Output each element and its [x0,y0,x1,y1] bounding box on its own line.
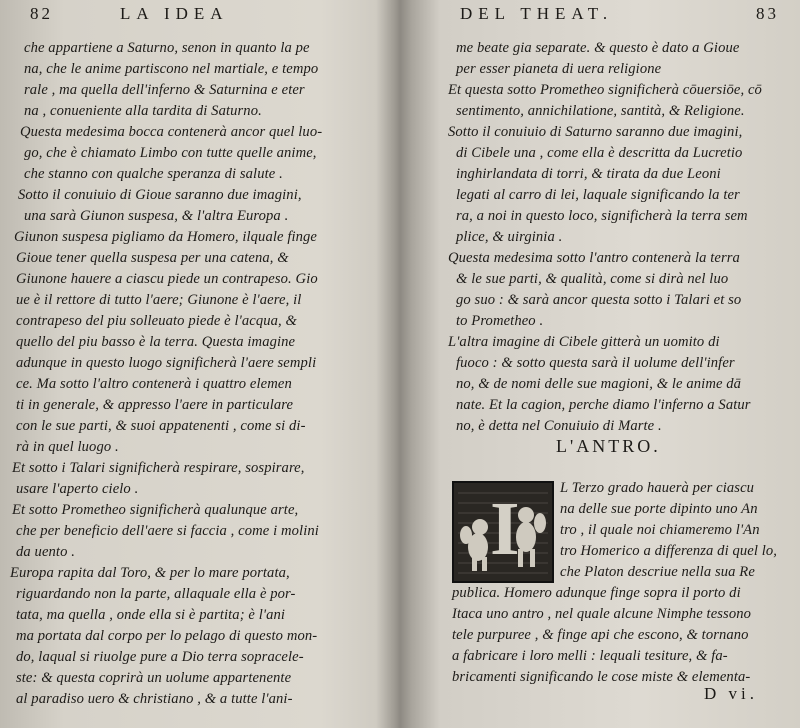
text-line: usare l'aperto cielo . [16,481,139,497]
text-line: Europa rapita dal Toro, & per lo mare portata, [10,565,290,581]
text-line: rà in quel luogo . [16,439,119,455]
text-line: per esser pianeta di uera religione [456,61,662,77]
text-line: ste: & questa coprirà un uolume appartenente [16,670,292,686]
text-line: no, è detta nel Conuiuio di Marte . [456,418,662,434]
text-line: Et questa sotto Prometheo significherà cōuersiōe, cō [448,82,762,98]
text-line: al paradiso uero & christiano , & a tutte l'ani- [16,691,293,707]
text-line: Et sotto i Talari significherà respirare, sospirare, [12,460,305,476]
text-line: & le sue parti, & qualità, come si dirà nel luo [456,271,729,287]
right-folio: 83 [756,4,779,23]
text-line: riguardando non la parte, allaquale ella è por- [16,586,296,602]
text-line: ma portata dal corpo per lo pelago di questo mon- [16,628,318,644]
text-line: fuoco : & sotto questa sarà il uolume dell'infer [456,355,735,371]
left-page [0,0,396,728]
signature-mark: D vi. [704,684,758,703]
text-line: ce. Ma sotto l'altro contenerà i quattro elemen [16,376,292,392]
right-page [404,0,800,728]
initial-letter: I [490,487,520,571]
text-line: tele purpuree , & finge api che escono, & tornano [452,627,749,643]
text-line: sentimento, annichilatione, santità, & Religione. [456,103,745,119]
text-line: contrapeso del piu solleuato piede è l'acqua, & [16,313,297,329]
text-line: Et sotto Prometheo significherà qualunque arte, [12,502,299,518]
text-line: a fabricare i loro melli : lequali tesiture, & fa- [452,648,728,664]
text-line: tro , il quale noi chiameremo l'An [560,522,760,538]
text-line: L'altra imagine di Cibele gitterà un uomito di [448,334,720,350]
text-line: go, che è chiamato Limbo con tutte quelle anime, [24,145,317,161]
text-line: Gioue tener quella suspesa per una catena, & [16,250,289,266]
text-line: da uento . [16,544,75,560]
text-line: di Cibele una , come ella è descritta da Lucretio [456,145,743,161]
text-line: Giunone hauere a ciascu piede un contrapeso. Gio [16,271,318,287]
text-line: ti in generale, & appresso l'aere in particulare [16,397,294,413]
right-running-head: DEL THEAT. [460,4,614,23]
text-line: bricamenti significando le cose miste & elementa- [452,669,751,685]
text-line: che stanno con qualche speranza di salute . [24,166,283,182]
text-line: Questa medesima sotto l'antro contenerà la terra [448,250,740,266]
text-line: me beate gia separate. & questo è dato a Gioue [456,40,740,56]
text-line: con le sue parti, & suoi appatenenti , come si di- [16,418,306,434]
text-line: do, laqual si riuolge pure a Dio terra sopracele- [16,649,304,665]
text-line: no, & de nomi delle sue magioni, & le anime dā [456,376,742,392]
text-line: na, che le anime partiscono nel martiale, e tempo [24,61,319,77]
text-line: che appartiene a Saturno, senon in quanto la pe [24,40,310,56]
text-line: inghirlandata di torri, & tirata da due Leoni [456,166,721,182]
text-line: publica. Homero adunque finge sopra il porto di [452,585,741,601]
text-line: go suo : & sarà ancor questa sotto i Talari et so [456,292,742,308]
text-line: una sarà Giunon suspesa, & l'altra Europa . [24,208,289,224]
text-line: ue è il rettore di tutto l'aere; Giunone è l'aere, il [16,292,302,308]
text-line: rale , ma quella dell'inferno & Saturnina e eter [24,82,305,98]
text-line: na delle sue porte dipinto uno An [560,501,758,517]
text-line: Questa medesima bocca contenerà ancor quel luo- [20,124,323,140]
text-line: Sotto il conuiuio di Saturno saranno due imagini, [448,124,743,140]
text-line: adunque in questo luogo significherà l'aere sempli [16,355,317,371]
text-line: che Platon descriue nella sua Re [560,564,755,580]
text-line: che per beneficio dell'aere si faccia , come i molini [16,523,319,539]
section-heading: L'ANTRO. [556,436,661,456]
text-line: to Prometheo . [456,313,544,329]
text-line: tata, ma quella , onde ella si è partita; è l'ani [16,607,286,623]
text-line: ra, a noi in questo loco, significherà la terra sem [456,208,748,224]
text-line: Sotto il conuiuio di Gioue saranno due imagini, [18,187,302,203]
text-line: tro Homerico a differenza di quel lo, [560,543,778,559]
text-line: Itaca uno antro , nel quale alcune Nimphe tessono [452,606,752,622]
text-line: L Terzo grado hauerà per ciascu [560,480,755,496]
text-line: quello del piu basso è la terra. Questa imagine [16,334,296,350]
left-running-head: LA IDEA [120,4,229,23]
text-line: nate. Et la cagion, perche diamo l'inferno a Satur [456,397,751,413]
decorated-initial-image [452,481,554,583]
text-line: na , conueniente alla tardita di Saturno. [24,103,262,119]
text-line: legati al carro di lei, laquale significando la ter [456,187,740,203]
text-line: plice, & uirginia . [456,229,563,245]
left-folio: 82 [30,4,53,23]
text-line: Giunon suspesa pigliamo da Homero, ilquale finge [14,229,318,245]
